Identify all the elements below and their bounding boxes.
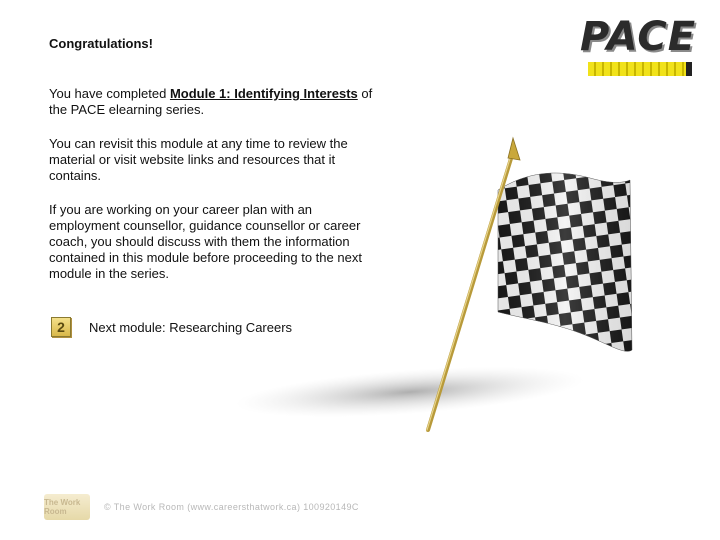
logo-progress-bar — [588, 62, 692, 76]
completion-prefix: You have completed — [49, 86, 170, 101]
revisit-paragraph: You can revisit this module at any time to review the material or visit website links and resources that it contains. — [49, 136, 348, 183]
completion-paragraph — [49, 86, 379, 118]
footer — [44, 494, 359, 520]
page-title: Congratulations! — [49, 36, 153, 51]
counsellor-paragraph: If you are working on your career plan with an employment counsellor, guidance counsellor or career coach, you should discuss with them the information contained in this module before proceeding to the next module in the series. — [49, 202, 362, 281]
checkered-flag-icon — [230, 130, 650, 440]
pace-logo — [580, 14, 700, 80]
module-1-link[interactable]: Module 1: Identifying Interests — [169, 86, 358, 101]
footer-copyright: © The Work Room (www.careersthatwork.ca) 100920149C — [104, 502, 359, 512]
next-module-button[interactable]: 2 — [51, 317, 71, 337]
logo-text: PACE — [580, 14, 697, 60]
completion-suffix: of the PACE elearning series. — [49, 86, 373, 117]
work-room-logo: The Work Room — [44, 494, 90, 520]
next-module-label[interactable]: Next module: Researching Careers — [89, 319, 293, 335]
